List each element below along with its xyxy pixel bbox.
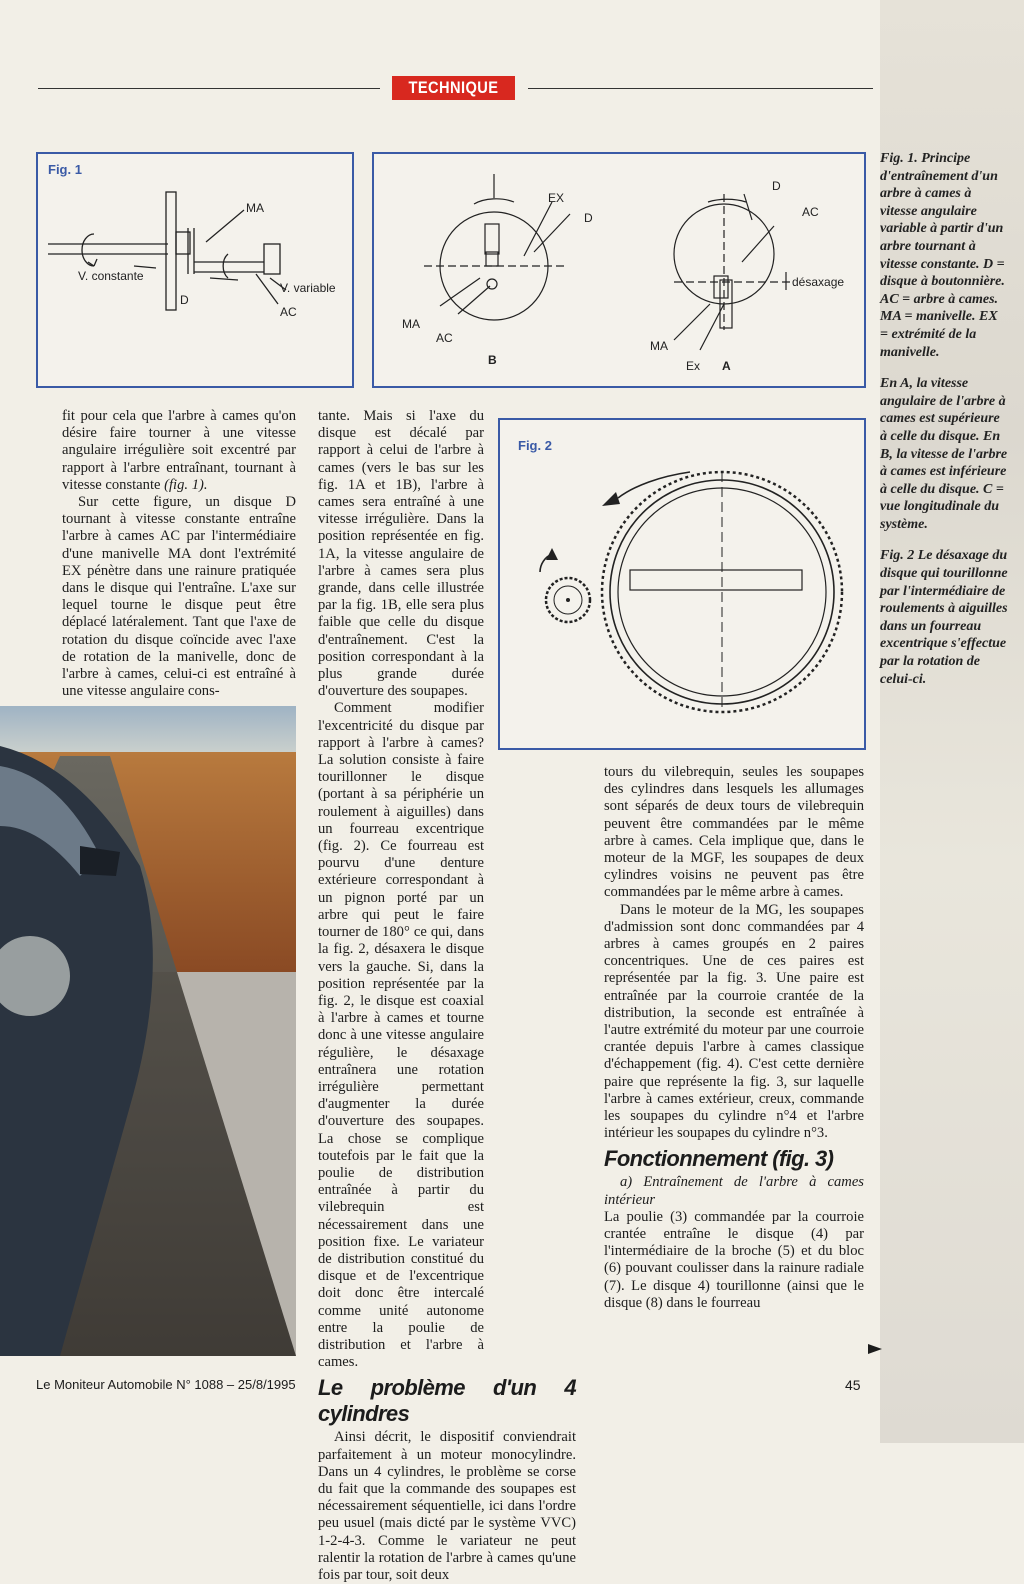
column-1 [62,408,296,700]
header-rule-right [528,88,873,89]
fig1-label-desaxage: désaxage [792,275,845,289]
column-2 [318,408,576,1584]
col3-paragraph-3: La poulie (3) commandée par la courroie crantée entraîne le disque (4) par l'intermédiaire de la broche (5) et du bloc (6) pouvant coulisser dans la rainure radiale (7). Le disque 4) tourillonne (ainsi que le disque (8) dans le fourreau [604,1208,864,1311]
page-number: 45 [845,1377,861,1393]
fig1-right-box [372,152,866,388]
fig1-label-b: B [488,353,497,367]
col2-paragraph-1: tante. Mais si l'axe du disque est décalé par rapport à celui de l'arbre à cames (vers le bas sur les fig. 1A et 1B), l'arbre à cames sera entraîné à une vitesse irrégulière. Dans la position représentée en fig. 1A, la vitesse angulaire de l'arbre à cames sera plus grande, dans celle illustrée par la fig. 1B, elle sera plus faible que celle du disque d'entraînement. C'est la position correspondant à la plus grande durée d'ouverture des soupapes. [318,408,484,700]
captions [880,150,1008,702]
caption-fig1: Fig. 1. Principe d'entraînement d'un arbre à cames à vitesse angulaire variable à partir d'un arbre tournant à vitesse constante. D = disque à boutonnière. AC = arbre à cames. MA = manivelle. EX = extrémité de la manivelle. [880,151,1005,360]
col2-paragraph-2: Comment modifier l'excentricité du disque par rapport à l'arbre à cames? La solution consiste à faire tourillonner le disque (portant à sa périphérie un roulement à aiguilles) dans un fourreau excentrique (fig. 2). Ce fourreau est pourvu d'une denture extérieure correspondant à un pignon porté par un arbre qui peut le faire tourner de 180° ce qui, dans la fig. 2, désaxera le disque vers la gauche. Si, dans la position représentée par la fig. 2, le disque est coaxial à l'arbre à cames et tourne donc à une vitesse angulaire régulière, le désaxage entraînera une rotation irrégulière permettant d'augmenter la durée d'ouverture des soupapes. La chose se complique toutefois par le fait que la poulie de distribution entraînée à partir du vilebrequin est nécessairement dans une position fixe. Le variateur de distribution constitué du disque et de l'excentrique doit donc être intercalé comme unité autonome entre la poulie de distribution et l'arbre à cames. [318,700,484,1371]
fig1-left-box [36,152,354,388]
caption-positions: En A, la vitesse angulaire de l'arbre à cames est supérieure à celle du disque. En B, la vitesse de l'arbre à cames est inférieure à celle du disque. C = vue longitudinale du système. [880,376,1008,532]
fig1-label-d-a: D [772,179,781,193]
col1-p1-text: fit pour cela que l'arbre à cames qu'on désire faire tourner à une vitesse angulaire irrégulière soit excentré par rapport à l'arbre entraînant, tournant à vitesse constante [62,408,296,493]
continue-arrow-icon [868,1344,882,1354]
fig1-label: Fig. 1 [48,162,82,177]
fig1-label-ex: EX [548,191,565,205]
fig1-label-ac-b: AC [436,331,453,345]
fig1-label-d-b: D [584,211,593,225]
photo-illustration [0,706,296,1356]
col3-heading: Fonctionnement (fig. 3) [604,1146,834,1172]
fig1-label-v-variable: V. variable [280,281,336,295]
footer-publication: Le Moniteur Automobile N° 1088 – 25/8/1995 [36,1377,296,1392]
fig1-label-ma-b: MA [402,317,420,331]
fig1-positions-diagram [374,154,864,386]
header-rule-left [38,88,380,89]
fig1-label-v-constante: V. constante [78,269,144,283]
section-tag: TECHNIQUE [392,76,515,100]
col2-heading: Le problème d'un 4 cylindres [318,1375,576,1427]
fig2-label: Fig. 2 [518,438,552,453]
fig1-label-ac-a: AC [802,205,819,219]
column-3 [604,764,864,1312]
col3-subheading: a) Entraînement de l'arbre à cames intérieur [604,1174,864,1208]
col1-paragraph-2: Sur cette figure, un disque D tournant à vitesse constante entraîne l'arbre à cames AC par l'intermédiaire d'une manivelle MA dont l'extrémité EX pénètre dans une rainure pratiquée dans le disque qui l'entraîne. L'axe sur lequel tourne le disque peut être déplacé latéralement. Tant que l'axe de rotation du disque coïncide avec l'axe de rotation de la manivelle, donc de l'arbre à cames, celui-ci est entraîné à une vitesse angulaire cons- [62,494,296,700]
col3-paragraph-2: Dans le moteur de la MG, les soupapes d'admission sont donc commandées par 4 arbres à cames groupés en 2 paires concentriques. Une de ces paires est représentée par la fig. 3. Une paire est entraînée par la courroie crantée de la distribution, la seconde est entraînée à l'autre extrémité du moteur par une courroie crantée depuis l'arbre à cames classique d'échappement (fig. 4). C'est cette dernière paire que représente la fig. 3, sur laquelle l'arbre à cames extérieur, creux, commande les soupapes du cylindre n°4 et l'arbre intérieur les soupapes du cylindre n°3. [604,901,864,1142]
fig1-label-ma-a: MA [650,339,668,353]
col3-paragraph-1: tours du vilebrequin, seules les soupapes des cylindres dans lesquels les allumages sont séparés de deux tours de vilebrequin peuvent être commandées par le même arbre à cames. Cela implique que, dans le moteur de la MGF, les soupapes de deux cylindres voisins ne peuvent pas être commandées par le même arbre à cames. [604,764,864,901]
col2-paragraph-3: Ainsi décrit, le dispositif conviendrait parfaitement à un moteur monocylindre. Dans un 4 cylindres, le problème se corse du fait que la commande des soupapes est nécessairement séquentielle, ici dans l'ordre peu usuel (mais dicté par le système VVC) 1-2-4-3. Comme le variateur ne peut ralentir la rotation de l'arbre à cames qu'une fois par tour, soit deux [318,1429,576,1583]
fig1-label-ac: AC [280,305,297,319]
fig1-label-d: D [180,293,189,307]
fig1-label-ma: MA [246,201,264,215]
caption-fig2: Fig. 2 Le désaxage du disque qui tourillonne par l'intermédiaire de roulements à aiguilles dans un fourreau excentrique s'effectue par la rotation de celui-ci. [880,548,1008,687]
col1-p1-figref: (fig. 1). [164,476,208,493]
col1-paragraph-1 [62,408,296,494]
fig1-side-view-diagram [38,154,352,386]
car-road-photo [0,706,296,1356]
fig1-label-ex-a: Ex [686,359,701,373]
fig1-label-a: A [722,359,731,373]
